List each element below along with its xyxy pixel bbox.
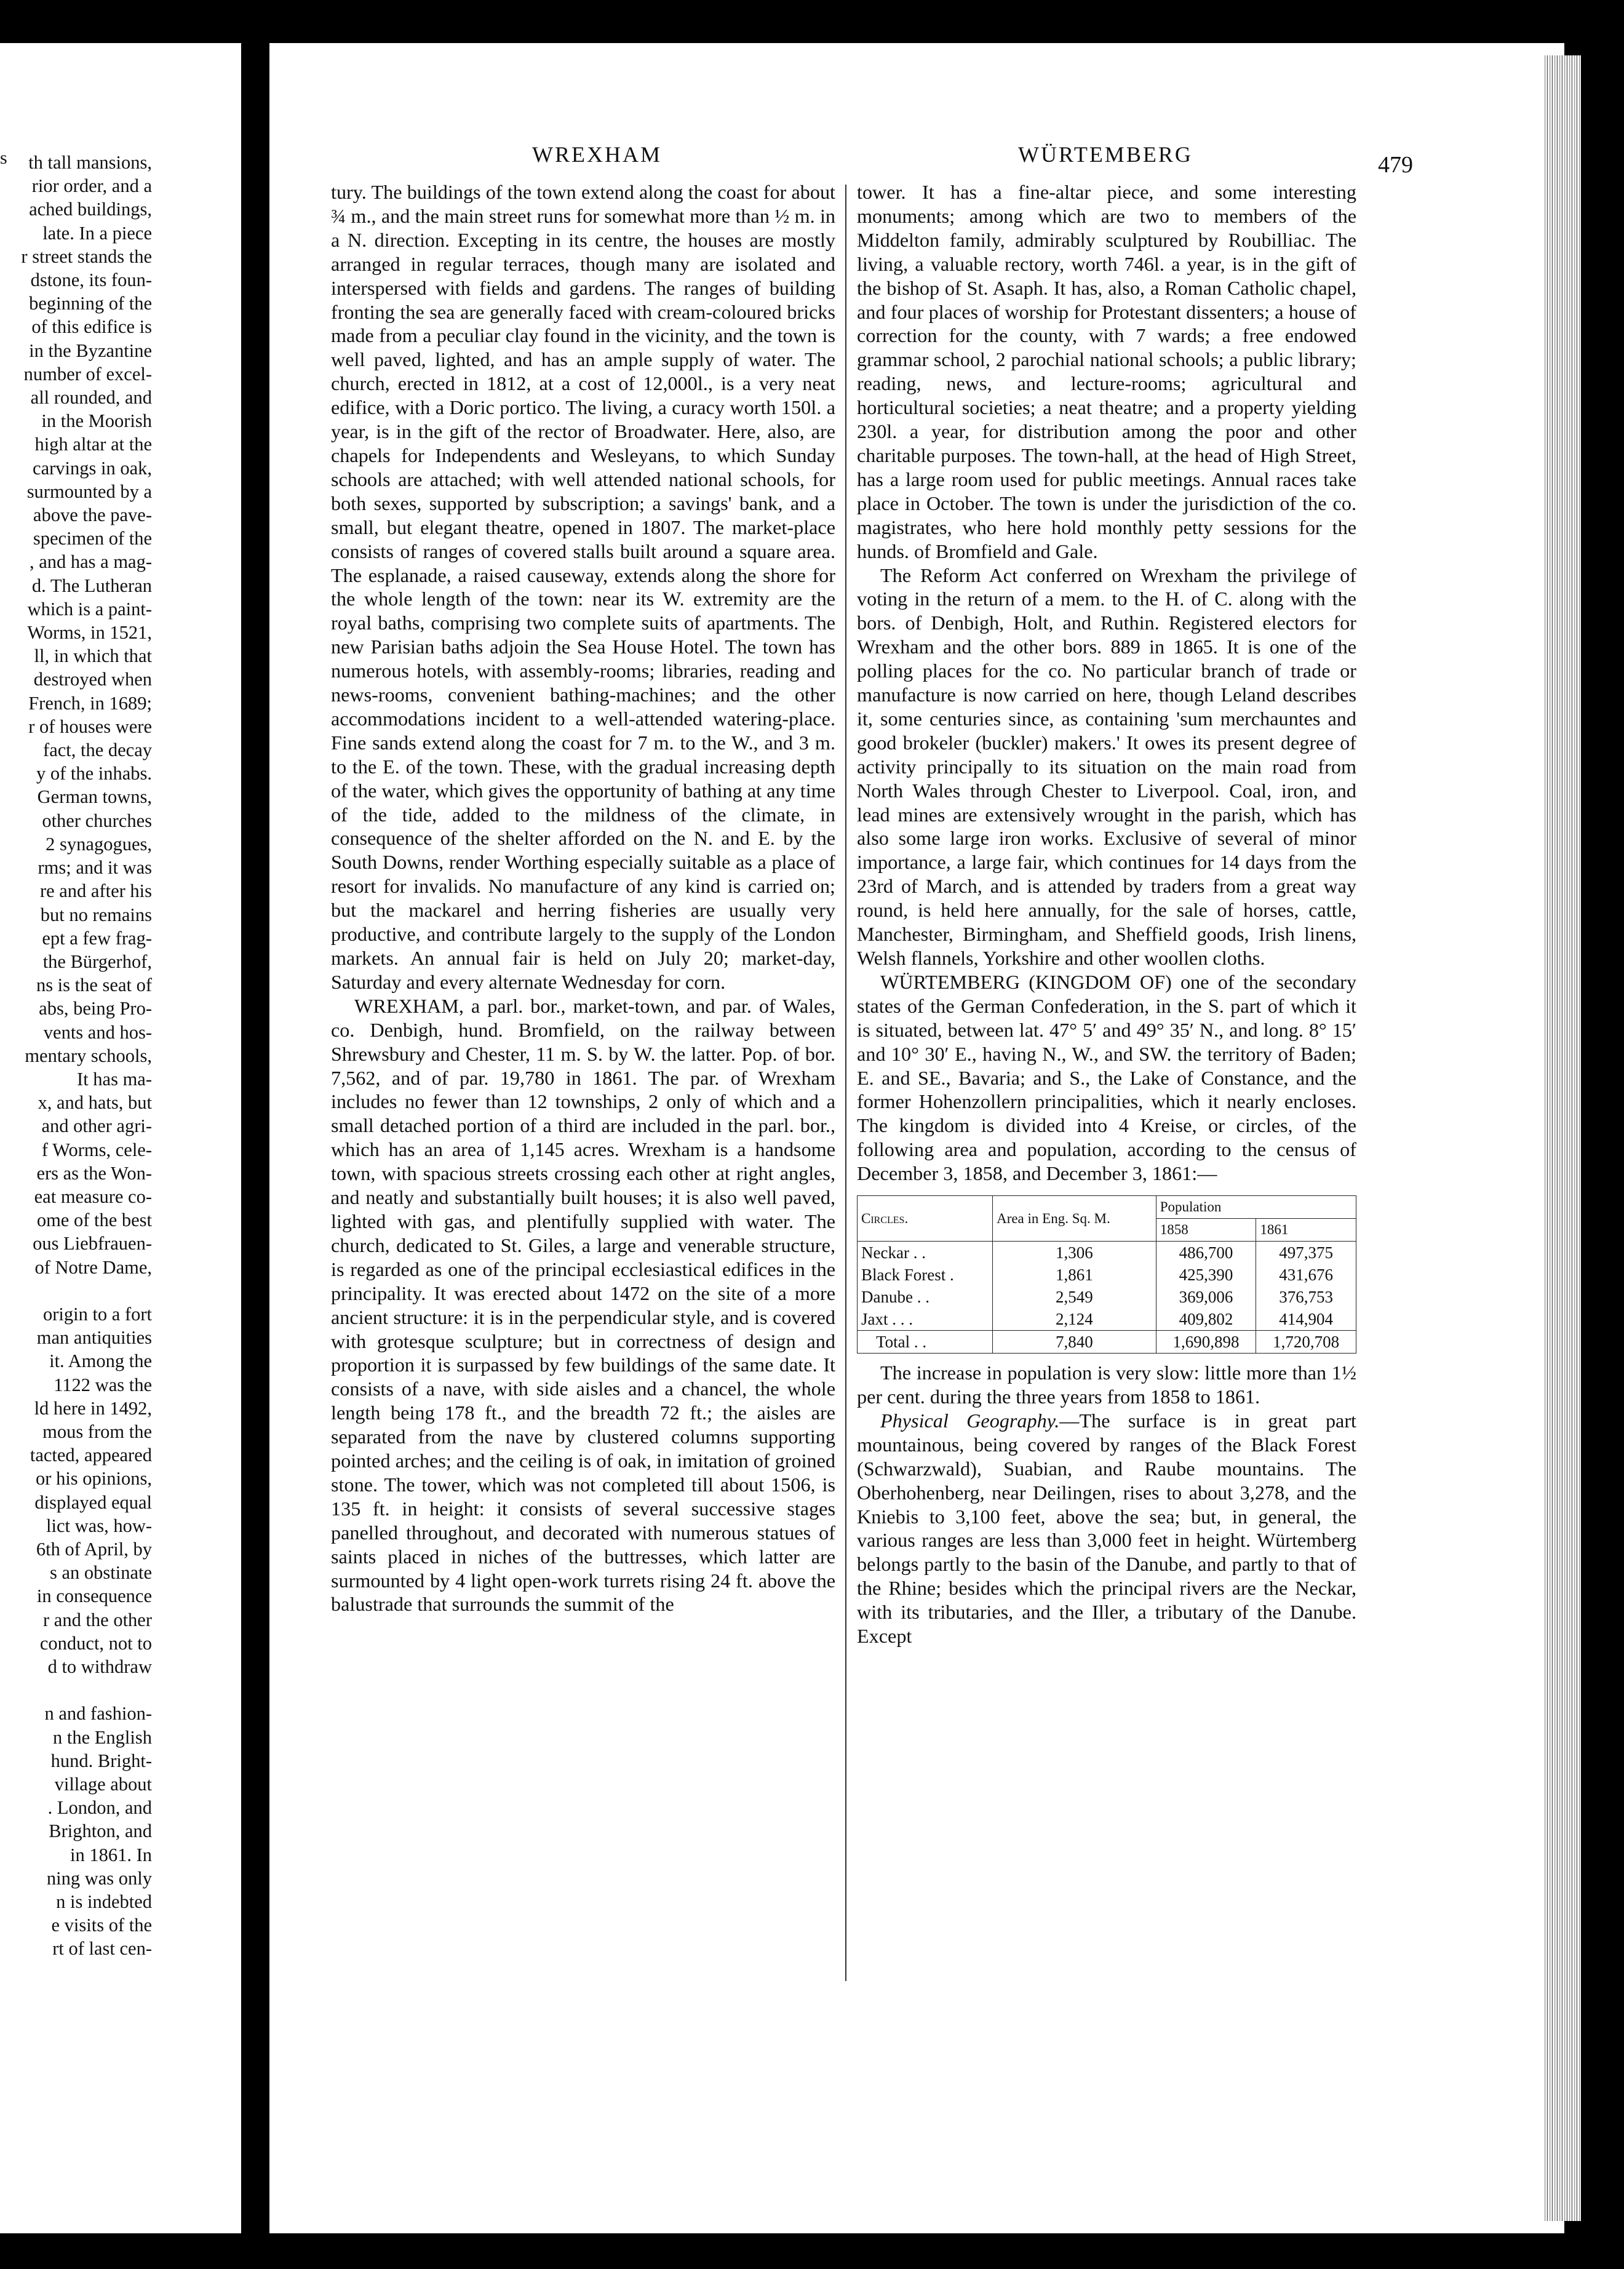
section-heading: Physical Geography.: [880, 1409, 1060, 1432]
facing-page-line: y of the inhabs.: [36, 763, 152, 784]
facing-page-line: in consequence: [36, 1585, 152, 1607]
facing-page-line: vents and hos-: [43, 1021, 152, 1043]
facing-page-line: ning was only: [46, 1867, 152, 1889]
circles-table: [857, 1195, 1356, 1354]
running-head-left: WREXHAM: [532, 142, 662, 167]
paragraph-physical-geography: [857, 1409, 1356, 1648]
facing-page-column: [0, 151, 152, 1961]
facing-page-line: 2 synagogues,: [46, 833, 152, 855]
facing-page-line: ept a few frag-: [42, 927, 152, 949]
facing-page-line: in the Byzantine: [29, 340, 152, 361]
facing-page-line: rms; and it was: [38, 857, 152, 879]
facing-page-line: r of houses were: [28, 716, 152, 737]
facing-page-line: e visits of the: [51, 1915, 152, 1936]
table-header-1861: 1861: [1256, 1219, 1356, 1242]
circle-pop-1858: 486,700: [1156, 1242, 1256, 1264]
circle-pop-1858: 409,802: [1156, 1308, 1256, 1331]
facing-page-line: lict was, how-: [46, 1515, 152, 1536]
facing-page-line: late. In a piece: [42, 222, 152, 244]
facing-page-line: tacted, appeared: [30, 1445, 152, 1466]
facing-page-line: ached buildings,: [29, 199, 152, 220]
facing-page-line: surmounted by a: [26, 481, 152, 502]
facing-page-line: all rounded, and: [30, 387, 152, 409]
page-number: 479: [1378, 152, 1413, 178]
table-row: [858, 1286, 1356, 1308]
facing-page-line: x, and hats, but: [38, 1092, 152, 1114]
facing-page-line: ns is the seat of: [36, 975, 152, 996]
table-header-area: Area in Eng. Sq. M.: [993, 1196, 1156, 1242]
circle-pop-1861: 376,753: [1256, 1286, 1356, 1308]
facing-page-line: in 1861. In: [70, 1844, 152, 1865]
paragraph-wrexham-church: tower. It has a fine-altar piece, and some interesting monuments; among which are two to members of the Middelton family, admirably sculptured by Roubilliac. The living, a valuable rectory, worth 746l. a year, is in the gift of the bishop of St. Asaph. It has, also, a Roman Catholic chapel, and four places of worship for Protestant dissenters; a house of correction for the county, with 7 wards; a free endowed grammar school, 2 parochial national schools; a public library; reading, news, and lecture-rooms; agricultural and horticultural societies; a neat theatre; and a property yielding 230l. a year, for distribution among the poor and other charitable purposes. The town-hall, at the head of High Street, has a large room used for public meetings. Annual races take place in October. The town is under the jurisdiction of the co. magistrates, who here hold monthly petty sessions for the hunds. of Bromfield and Gale.: [857, 181, 1356, 562]
circle-pop-1861: 431,676: [1256, 1264, 1356, 1286]
facing-page-line: the Bürgerhof,: [42, 951, 152, 972]
facing-page-line: , and has a mag-: [29, 551, 152, 573]
table-row: [858, 1308, 1356, 1331]
facing-page-line: f Worms, cele-: [41, 1139, 152, 1160]
facing-page-line: above the pave-: [33, 504, 152, 526]
facing-page-line: 1122 was the: [54, 1374, 152, 1395]
facing-page-line: number of excel-: [23, 363, 152, 385]
facing-page-line: . London, and: [47, 1797, 152, 1819]
circle-name: Black Forest .: [858, 1264, 993, 1286]
table-total-row: [858, 1331, 1356, 1354]
facing-page-line: eat measure co-: [34, 1186, 152, 1207]
facing-page-line: mentary schools,: [25, 1045, 152, 1066]
facing-page-line: n and fashion-: [44, 1703, 152, 1725]
circle-area: 2,549: [993, 1286, 1156, 1308]
facing-page-line: s an obstinate: [49, 1562, 152, 1584]
facing-page-line: [0, 1678, 152, 1702]
facing-page-line: It has ma-: [77, 1068, 152, 1090]
table-header-population: Population: [1156, 1196, 1356, 1219]
column-rule: [845, 185, 846, 1981]
table-row: [858, 1264, 1356, 1286]
table-row: [858, 1242, 1356, 1264]
facing-page-line: of Notre Dame,: [34, 1256, 152, 1278]
facing-page-line: Brighton, and: [49, 1820, 152, 1842]
paragraph-wrexham: WREXHAM, a parl. bor., market-town, and par. of Wales, co. Denbigh, hund. Bromfield, on the railway between Shrewsbury and Chester, 11 m. S. by W. the latter. Pop. of bor. 7,562, and of par. 19,780 in 1861. The par. of Wrexham includes no fewer than 12 townships, 2 only of which and a small detached portion of a third are included in the parl. bor., which has an area of 1,145 acres. Wrexham is a handsome town, with spacious streets crossing each other at right angles, and neatly and substantially built houses; it is also well paved, lighted with gas, and plentifully supplied with water. The church, dedicated to St. Giles, a large and venerable structure, is regarded as one of the principal ecclesiastical edifices in the principality. It was erected about 1472 on the site of a more ancient structure: it is in the perpendicular style, and is covered with grotesque sculpture; but in correctness of design and proportion it is surpassed by few buildings of the same date. It consists of a nave, with side aisles and a chancel, the whole length being 178 ft., and the breadth 72 ft.; the aisles are separated from the nave by clustered columns supporting pointed arches; and the ceiling is of oak, in imitation of groined stone. The tower, which was not completed till about 1506, is 135 ft. in height: it consists of several successive stages panelled throughout, and decorated with numerous statues of saints placed in niches of the buttresses, which latter are surmounted by 4 light open-work turrets rising 24 ft. above the balustrade that surrounds the summit of the: [331, 994, 835, 1616]
paragraph-reform-act: The Reform Act conferred on Wrexham the privilege of voting in the return of a mem. to the H. of C. along with the bors. of Denbigh, Holt, and Ruthin. Registered electors for Wrexham and the other bors. 889 in 1865. It is one of the polling places for the co. No particular branch of trade or manufacture is now carried on here, though Leland describes it, some centuries since, as containing 'sum merchauntes and good brokeler (buckler) makers.' It owes its present degree of activity principally to its situation on the main road from North Wales through Chester to Liverpool. Coal, iron, and lead mines are extensively wrought in the parish, which has also some large iron works. Exclusive of several of minor importance, a large fair, which continues for 14 days from the 23rd of March, and is attended by traders from a great way round, is held here annually, for the sale of horses, cattle, Manchester, Birmingham, and Sheffield goods, Irish linens, Welsh flannels, Yorkshire and other woollen cloths.: [857, 564, 1356, 969]
facing-page-line: r street stands the: [21, 245, 152, 267]
facing-page-line: carvings in oak,: [33, 457, 152, 479]
facing-page-line: d. The Lutheran: [31, 575, 152, 596]
facing-page-line: other churches: [42, 810, 152, 831]
circle-area: 1,861: [993, 1264, 1156, 1286]
total-1858: 1,690,898: [1156, 1331, 1256, 1354]
facing-page-line: Worms, in 1521,: [27, 622, 152, 644]
total-label: Total . .: [858, 1331, 993, 1354]
facing-page-line: re and after his: [39, 880, 152, 902]
circle-area: 2,124: [993, 1308, 1156, 1331]
table-header-circles: Circles.: [858, 1196, 993, 1242]
facing-page-line: conduct, not to: [39, 1632, 152, 1654]
facing-page-line: it. Among the: [49, 1350, 152, 1372]
facing-page-line: of this edifice is: [31, 316, 152, 338]
circle-pop-1858: 369,006: [1156, 1286, 1256, 1308]
paragraph-increase: The increase in population is very slow: little more than 1½ per cent. during the three years from 1858 to 1861.: [857, 1362, 1356, 1408]
facing-page-line: man antiquities: [36, 1327, 152, 1349]
circle-name: Jaxt . . .: [858, 1308, 993, 1331]
running-head-right: WÜRTEMBERG: [1018, 142, 1193, 167]
circle-pop-1861: 414,904: [1256, 1308, 1356, 1331]
facing-page-line: rt of last cen-: [52, 1938, 152, 1960]
circle-area: 1,306: [993, 1242, 1156, 1264]
facing-page-line: r and the other: [43, 1609, 152, 1630]
section-text: —The surface is in great part mountainous, being covered by ranges of the Black Forest (Schwarzwald), Suabian, and Raube mountains. The Oberhohenberg, near Deilingen, rises to about 3,278, and the Kniebis to 3,100 feet, above the sea; but, in general, the various ranges are less than 3,000 feet in height. Würtemberg belongs partly to the basin of the Danube, and partly to that of the Rhine; besides which the principal rivers are the Neckar, with its tributaries, and the Iller, a tributary of the Danube. Except: [857, 1409, 1356, 1648]
facing-page-line: high altar at the: [34, 434, 152, 455]
facing-page-line: ous Liebfrauen-: [33, 1233, 152, 1254]
facing-page-line: destroyed when: [33, 669, 152, 690]
facing-page-line: but no remains: [40, 904, 152, 925]
facing-page-line: dstone, its foun-: [30, 269, 152, 291]
column-left: [331, 180, 835, 1616]
facing-page-line: in the Moorish: [41, 410, 152, 432]
facing-page-line: n is indebted: [56, 1891, 152, 1913]
page-edge: [1543, 55, 1581, 2221]
total-area: 7,840: [993, 1331, 1156, 1354]
facing-page-line: 6th of April, by: [36, 1538, 152, 1560]
circle-pop-1858: 425,390: [1156, 1264, 1256, 1286]
paragraph-worthing: tury. The buildings of the town extend along the coast for about ¾ m., and the main street runs for somewhat more than ½ m. in a N. direction. Excepting in its centre, the houses are mostly arranged in regular terraces, though many are isolated and interspersed with fields and gardens. The ranges of building fronting the sea are generally faced with cream-coloured bricks made from a peculiar clay found in the vicinity, and the town is well paved, lighted, and has an ample supply of water. The church, erected in 1812, at a cost of 12,000l., is a very neat edifice, with a Doric portico. The living, a curacy worth 150l. a year, is in the gift of the rector of Broadwater. Here, also, are chapels for Independents and Wesleyans, to which Sunday schools are attached; with well attended national schools, for both sexes, supported by subscription; a savings' bank, and a small, but elegant theatre, opened in 1807. The market-place consists of ranges of covered stalls built around a square area. The esplanade, a raised causeway, extends along the shore for the whole length of the town: near its W. extremity are the royal baths, comprising two complete suits of apartments. The new Parisian baths adjoin the Sea House Hotel. The town has numerous hotels, with assembly-rooms; libraries, reading and news-rooms, convenient bathing-machines; and the other accommodations incident to a well-attended watering-place. Fine sands extend along the coast for 7 m. to the W., and 3 m. to the E. of the town. These, with the gradual increasing depth of the water, which gives the opportunity of bathing at any time of the tide, added to the mildness of the climate, in consequence of the shelter afforded on the N. and E. by the South Downs, render Worthing especially suitable as a place of resort for invalids. No manufacture of any kind is carried on; but the mackarel and herring fisheries are usually very productive, and contribute largely to the supply of the London markets. An annual fair is held on July 20; market-day, Saturday and every alternate Wednesday for corn.: [331, 181, 835, 993]
facing-page-line: d to withdraw: [47, 1656, 152, 1677]
circle-pop-1861: 497,375: [1256, 1242, 1356, 1264]
facing-page-line: beginning of the: [29, 293, 152, 314]
facing-page-line: hund. Bright-: [50, 1750, 152, 1771]
facing-page-line: village about: [54, 1774, 152, 1795]
facing-page-line: rior order, and a: [31, 175, 152, 197]
facing-page-line: mous from the: [42, 1421, 152, 1442]
facing-page-line: displayed equal: [34, 1491, 152, 1513]
total-1861: 1,720,708: [1256, 1331, 1356, 1354]
facing-page-line: French, in 1689;: [28, 692, 152, 714]
corner-mark: s: [0, 148, 7, 168]
facing-page-fragment: [0, 43, 241, 2233]
facing-page-line: ll, in which that: [34, 645, 152, 667]
facing-page-line: ers as the Won-: [36, 1162, 152, 1184]
facing-page-line: specimen of the: [33, 528, 152, 549]
facing-page-line: origin to a fort: [42, 1303, 152, 1325]
facing-page-line: or his opinions,: [36, 1468, 152, 1489]
facing-page-line: n the English: [53, 1726, 152, 1748]
facing-page-line: which is a paint-: [27, 598, 152, 620]
facing-page-line: abs, being Pro-: [39, 998, 152, 1019]
circle-name: Neckar . .: [858, 1242, 993, 1264]
facing-page-line: [0, 1279, 152, 1302]
paragraph-wurtemberg: WÜRTEMBERG (KINGDOM OF) one of the secondary states of the German Confederation, in the S. part of which it is situated, between lat. 47° 5′ and 49° 35′ N., and long. 8° 15′ and 10° 30′ E., having N., W., and SW. the territory of Baden; E. and SE., Bavaria; and S., the Lake of Constance, and the former Hohenzollern principalities, which it nearly encloses. The kingdom is divided into 4 Kreise, or circles, of the following area and population, according to the census of December 3, 1858, and December 3, 1861:—: [857, 970, 1356, 1185]
facing-page-line: ld here in 1492,: [34, 1397, 152, 1419]
table-header-1858: 1858: [1156, 1219, 1256, 1242]
facing-page-line: and other agri-: [41, 1115, 152, 1137]
facing-page-line: ome of the best: [36, 1210, 152, 1231]
facing-page-line: th tall mansions,: [28, 152, 152, 173]
facing-page-line: German towns,: [37, 786, 152, 808]
circle-name: Danube . .: [858, 1286, 993, 1308]
column-right: [857, 180, 1356, 1648]
facing-page-line: fact, the decay: [43, 740, 152, 761]
